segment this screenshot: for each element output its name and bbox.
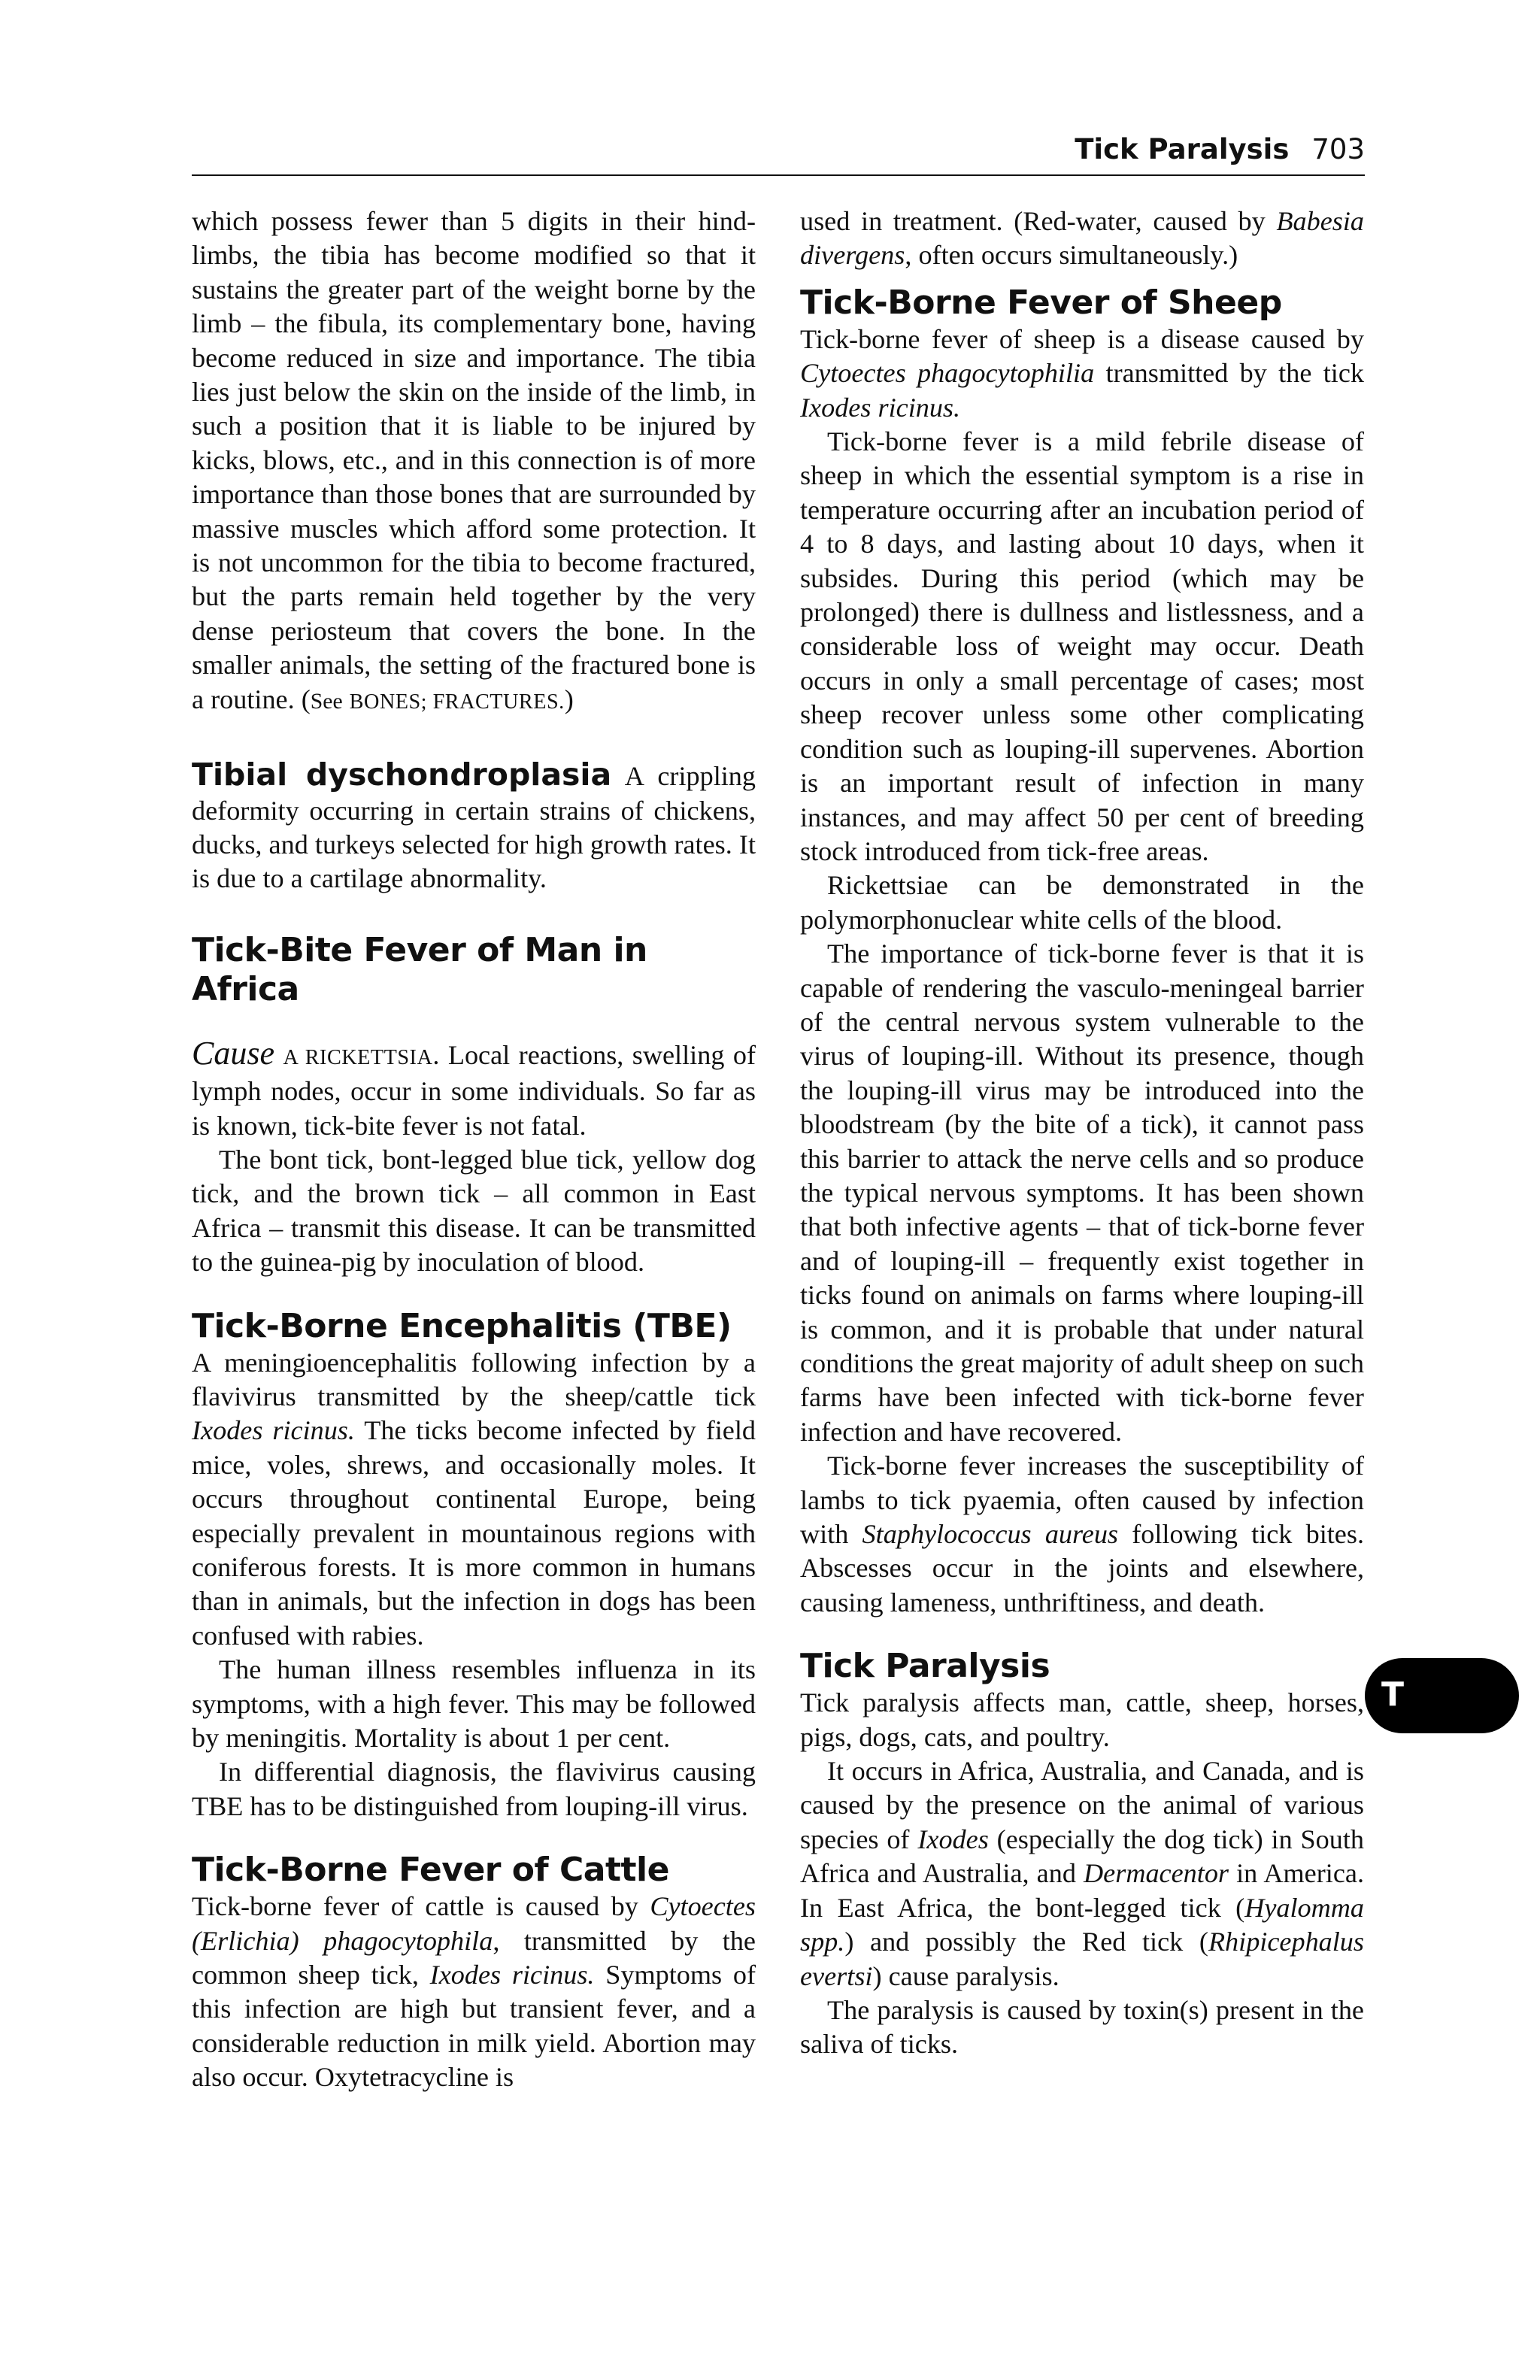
paragraph: Tick-borne fever of cattle is caused by Cytoectes (Erlichia) phagocytophila, transmitted by the common sheep tick, Ixodes ricinus. Symptoms of this infection are high but transient fever, and a considerable reduction in milk yield. Abortion may also occur. Oxytetracycline is [192,1891,756,2093]
paragraph: The paralysis is caused by toxin(s) present in the saliva of ticks. [800,1994,1364,2060]
paragraph: The human illness resembles influenza in its symptoms, with a high fever. This may be followed by meningitis. Mortality is about 1 per cent. [192,1654,756,1754]
paragraph: Cause A RICKETTSIA. Local reactions, swelling of lymph nodes, occur in some individuals. So far as is known, tick-bite fever is not fatal. [192,1034,756,1141]
heading-tick-borne-fever-cattle: Tick-Borne Fever of Cattle [192,1851,669,1890]
paragraph: The bont tick, bont-legged blue tick, yellow dog tick, and the brown tick – all common in East Africa – transmit this disease. It can be transmitted to the guinea-pig by inoculation of blood. [192,1144,756,1278]
page-number: 703 [1311,133,1365,165]
entry-term: Tibial dyschondroplasia [192,756,612,793]
left-column [192,205,756,2095]
paragraph: Rickettsiae can be demonstrated in the polymorphonuclear white cells of the blood. [800,870,1364,935]
paragraph: The importance of tick-borne fever is that it is capable of rendering the vasculo-meningeal barrier of the central nervous system vulnerable to the virus of louping-ill. Without its presence, though the louping-ill virus may be introduced into the bloodstream (by the bite of a tick), it cannot pass this barrier to attack the nerve cells and so produce the typical nervous symptoms. It has been shown that both infective agents – that of tick-borne fever and of louping-ill – frequently exist together in ticks found on animals on farms where louping-ill is common, and it is probable that under natural conditions the great majority of adult sheep on such farms have been infected with tick-borne fever infection and have recovered. [800,938,1364,1447]
heading-tick-paralysis: Tick Paralysis [800,1647,1050,1686]
subheading-cause: Cause [192,1034,274,1072]
thumb-index-letter: T [1381,1675,1405,1714]
paragraph: A meningioencephalitis following infection by a flavivirus transmitted by the sheep/cattle tick Ixodes ricinus. The ticks become infected by field mice, voles, shrews, and occasionally moles. It occurs throughout continental Europe, being especially prevalent in mountainous regions with coniferous forests. It is more common in humans than in animals, but the infection in dogs has been confused with rabies. [192,1347,756,1651]
heading-tick-borne-fever-sheep: Tick-Borne Fever of Sheep [800,283,1282,322]
heading-tick-borne-encephalitis: Tick-Borne Encephalitis (TBE) [192,1306,732,1345]
paragraph: It occurs in Africa, Australia, and Canada, and is caused by the presence on the animal of various species of Ixodes (especially the dog tick) in South Africa and Australia, and Dermacentor in America. In East Africa, the bont-legged tick (Hyalomma spp.) and possibly the Red tick (Rhipicephalus evertsi) cause paralysis. [800,1756,1364,1991]
right-column [800,205,1364,2062]
paragraph: Tick paralysis affects man, cattle, sheep, horses, pigs, dogs, cats, and poultry. [800,1687,1364,1752]
see-label: See [310,689,343,714]
paragraph: Tick-borne fever of sheep is a disease caused by Cytoectes phagocytophilia transmitted by the tick Ixodes ricinus. [800,323,1364,423]
paragraph: Tick-borne fever increases the susceptibility of lambs to tick pyaemia, often caused by infection with Staphylococcus aureus following tick bites. Abscesses occur in the joints and elsewhere, causing lameness, unthriftiness, and death. [800,1451,1364,1617]
paragraph: used in treatment. (Red-water, caused by Babesia divergens, often occurs simultaneously.) [800,206,1364,271]
paragraph: In differential diagnosis, the flavivirus causing TBE has to be distinguished from louping-ill virus. [192,1757,756,1821]
paragraph: Tick-borne fever is a mild febrile disease of sheep in which the essential symptom is a rise in temperature occurring after an incubation period of 4 to 8 days, and lasting about 10 days, when it subsides. During this period (which may be prolonged) there is dullness and listlessness, and a considerable loss of weight may occur. Death occurs in only a small percentage of cases; most sheep recover unless some other complicating condition such as louping-ill supervenes. Abortion is an important result of infection in many instances, and may affect 50 per cent of breeding stock introduced from tick-free areas. [800,426,1364,866]
thumb-index-tab [1365,1658,1519,1733]
heading-tick-bite-fever: Tick-Bite Fever of Man in Africa [192,930,647,1008]
entry-tibial-dyschondroplasia: Tibial dyschondroplasia A crippling deformity occurring in certain strains of chickens, ducks, and turkeys selected for high growth rates. It is due to a cartilage abnormality. [192,756,756,894]
running-title: Tick Paralysis [1075,133,1290,165]
cross-reference: A RICKETTSIA [283,1045,433,1069]
continuation-paragraph: which possess fewer than 5 digits in their hindlimbs, the tibia has become modified so that it sustains the greater part of the weight borne by the limb – the fibula, its complementary bone, having become reduced in size and importance. The tibia lies just below the skin on the inside of the limb, in such a position that it is liable to be injured by kicks, blows, etc., and in this connection is of more importance than those bones that are surrounded by massive muscles which afford some protection. It is not uncommon for the tibia to become fractured, but the parts remain held together by the very dense periosteum that covers the bone. In the smaller animals, the setting of the fractured bone is a routine. (See BONES; FRACTURES.) [192,206,756,714]
running-header [192,126,1365,176]
cross-reference: BONES; FRACTURES. [349,690,565,714]
